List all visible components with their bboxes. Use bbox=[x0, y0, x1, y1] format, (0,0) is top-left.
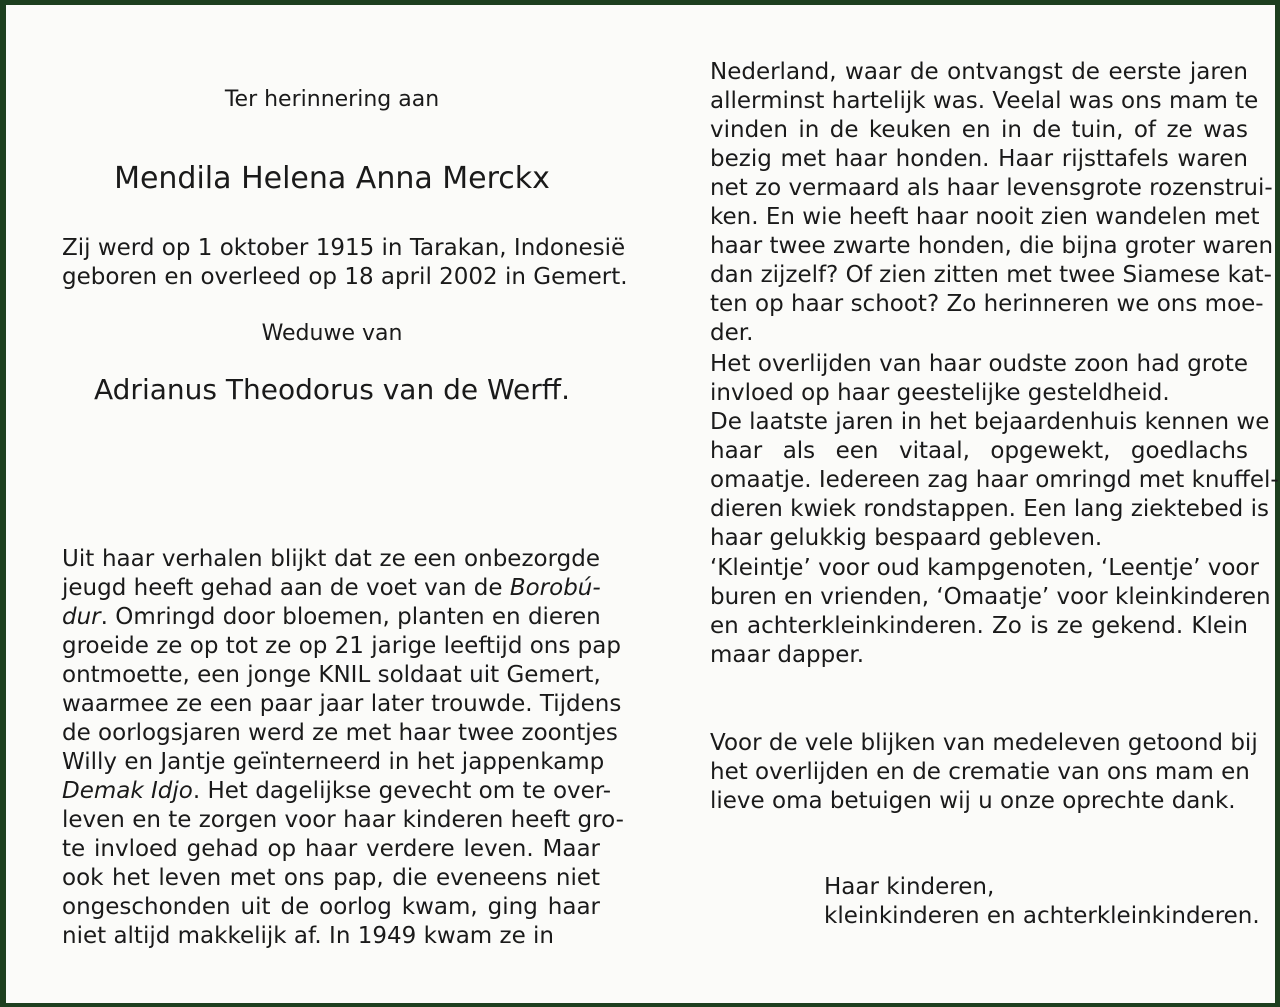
bio-line: groeide ze op tot ze op 21 jarige leeftijd ons pap bbox=[62, 633, 621, 659]
bio-line: waarmee ze een paar jaar later trouwde. Tijdens bbox=[62, 691, 622, 717]
bio-line: bezig met haar honden. Haar rijsttafels waren bbox=[710, 146, 1248, 172]
bio-line: Nederland, waar de ontvangst de eerste jaren bbox=[710, 59, 1248, 85]
bio-line: haar twee zwarte honden, die bijna groter waren bbox=[710, 233, 1274, 259]
bio-line: buren en vrienden, ‘Omaatje’ voor kleinkinderen bbox=[710, 584, 1271, 610]
bio-line: ontmoette, een jonge KNIL soldaat uit Gemert, bbox=[62, 662, 601, 688]
bio-line: Het overlijden van haar oudste zoon had grote bbox=[710, 351, 1248, 377]
bio-line: ken. En wie heeft haar nooit zien wandelen met bbox=[710, 204, 1260, 230]
bio-line: leven en te zorgen voor haar kinderen heeft gro- bbox=[62, 807, 624, 833]
bio-line: niet altijd makkelijk af. In 1949 kwam ze in bbox=[62, 923, 555, 949]
deceased-name: Mendila Helena Anna Merckx bbox=[114, 161, 550, 196]
bio-line: dieren kwiek rondstappen. Een lang ziektebed is bbox=[710, 496, 1269, 522]
bio-line: ongeschonden uit de oorlog kwam, ging haar bbox=[62, 894, 600, 920]
bio-line: jeugd heeft gehad aan de voet van de Borobú- bbox=[62, 575, 601, 601]
bio-line: omaatje. Iedereen zag haar omringd met knuffel- bbox=[710, 467, 1279, 493]
bio-line: de oorlogsjaren werd ze met haar twee zoontjes bbox=[62, 720, 618, 746]
signature-line: kleinkinderen en achterkleinkinderen. bbox=[824, 903, 1260, 929]
death-line: geboren en overleed op 18 april 2002 in Gemert. bbox=[62, 264, 628, 290]
bio-line: ‘Kleintje’ voor oud kampgenoten, ‘Leentje’ voor bbox=[710, 555, 1259, 581]
bio-line: Willy en Jantje geïnterneerd in het jappenkamp bbox=[62, 749, 605, 775]
bio-line: invloed op haar geestelijke gesteldheid. bbox=[710, 380, 1170, 406]
bio-line: dur. Omringd door bloemen, planten en dieren bbox=[62, 604, 601, 630]
signature-line: Haar kinderen, bbox=[824, 874, 995, 900]
bio-line: Uit haar verhalen blijkt dat ze een onbezorgde bbox=[62, 546, 600, 572]
bio-line: De laatste jaren in het bejaardenhuis kennen we bbox=[710, 409, 1270, 435]
bio-line: vinden in de keuken en in de tuin, of ze was bbox=[710, 117, 1248, 143]
thanks-line: Voor de vele blijken van medeleven getoond bij bbox=[710, 730, 1258, 756]
widow-label: Weduwe van bbox=[261, 321, 403, 346]
bio-line: net zo vermaard als haar levensgrote rozenstrui- bbox=[710, 175, 1273, 201]
bio-line: te invloed gehad op haar verdere leven. Maar bbox=[62, 836, 600, 862]
bio-line: haar als een vitaal, opgewekt, goedlachs bbox=[710, 438, 1248, 464]
birth-line: Zij werd op 1 oktober 1915 in Tarakan, Indonesië bbox=[62, 235, 626, 261]
intro-text: Ter herinnering aan bbox=[224, 87, 440, 112]
spouse-name: Adrianus Theodorus van de Werff. bbox=[94, 373, 570, 406]
bio-line: dan zijzelf? Of zien zitten met twee Siamese kat- bbox=[710, 262, 1272, 288]
memorial-card bbox=[6, 5, 1279, 1003]
bio-line: ook het leven met ons pap, die eveneens niet bbox=[62, 865, 600, 891]
thanks-line: het overlijden en de crematie van ons mam en bbox=[710, 759, 1250, 785]
bio-line: en achterkleinkinderen. Zo is ze gekend. Klein bbox=[710, 613, 1248, 639]
thanks-line: lieve oma betuigen wij u onze oprechte dank. bbox=[710, 788, 1236, 814]
bio-line: Demak Idjo. Het dagelijkse gevecht om te over- bbox=[62, 778, 612, 804]
bio-line: maar dapper. bbox=[710, 642, 865, 668]
bio-line: haar gelukkig bespaard gebleven. bbox=[710, 525, 1103, 551]
bio-line: der. bbox=[710, 320, 754, 346]
bio-line: ten op haar schoot? Zo herinneren we ons moe- bbox=[710, 291, 1264, 317]
bio-line: allerminst hartelijk was. Veelal was ons mam te bbox=[710, 88, 1259, 114]
